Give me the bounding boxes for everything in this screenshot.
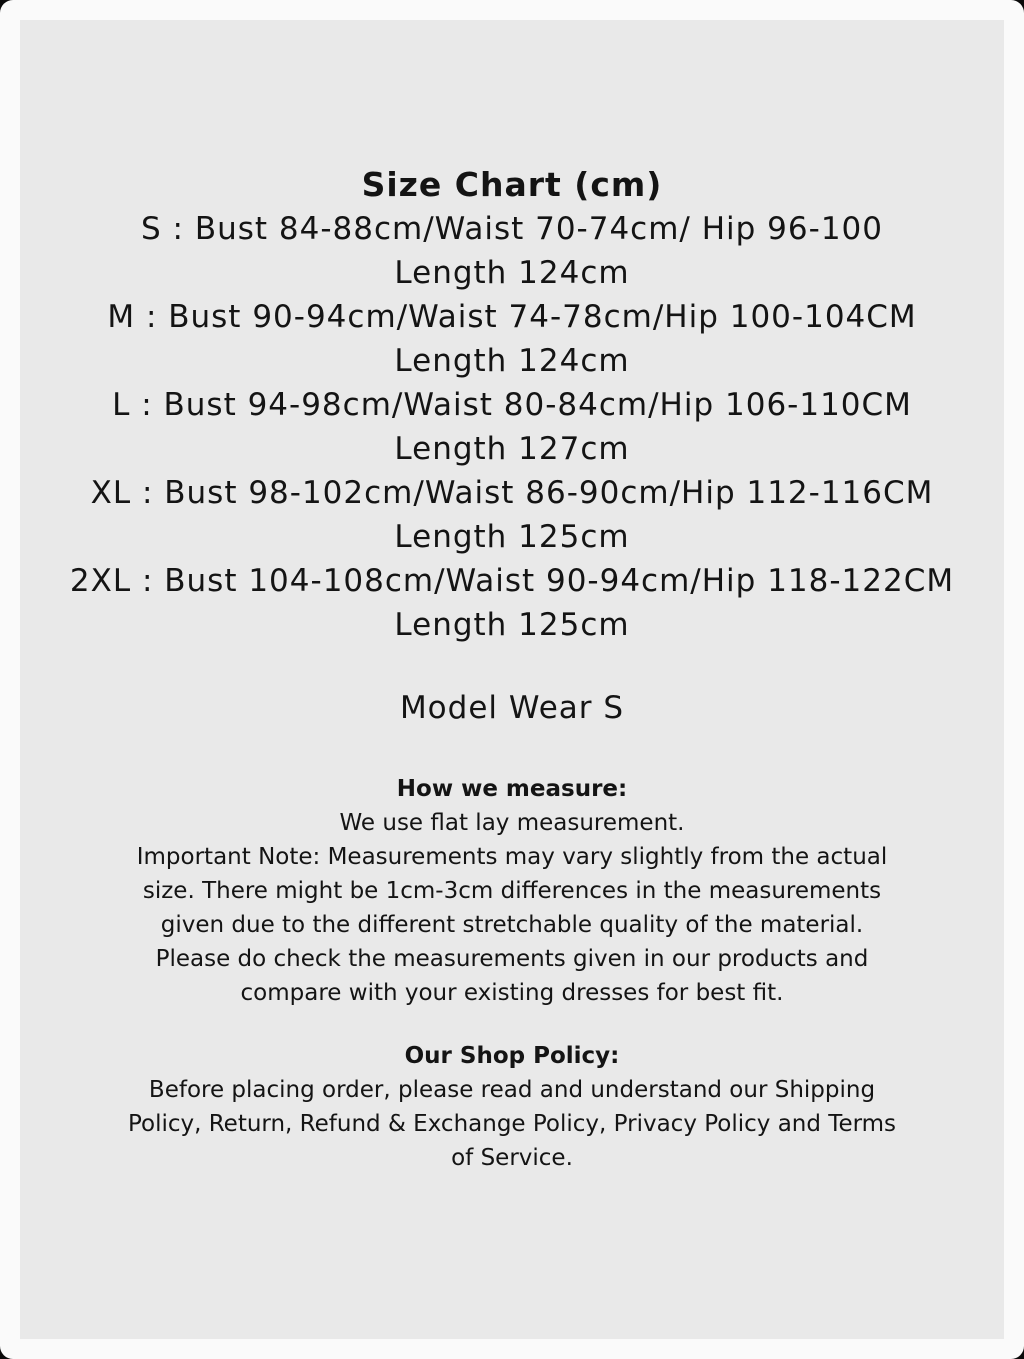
how-we-measure-section (20, 772, 1004, 1010)
size-row-l-specs: L : Bust 94-98cm/Waist 80-84cm/Hip 106-110CM (112, 387, 912, 423)
size-row-m-specs: M : Bust 90-94cm/Waist 74-78cm/Hip 100-104CM (107, 299, 917, 335)
size-row-xl-specs: XL : Bust 98-102cm/Waist 86-90cm/Hip 112-116CM (90, 475, 934, 511)
size-row-s-specs: S : Bust 84-88cm/Waist 70-74cm/ Hip 96-100 (141, 211, 883, 247)
shop-policy-line-2: Policy, Return, Refund & Exchange Policy, Privacy Policy and Terms (127, 1111, 897, 1137)
size-row-l-length: Length 127cm (394, 431, 630, 467)
size-row-2xl-length: Length 125cm (394, 607, 630, 643)
how-we-measure-line-3: size. There might be 1cm-3cm differences in the measurements (142, 878, 882, 904)
size-chart-panel (20, 20, 1004, 1339)
size-chart-title: Size Chart (cm) (361, 165, 663, 204)
shop-policy-line-1: Before placing order, please read and understand our Shipping (148, 1077, 876, 1103)
shop-policy-section (20, 1039, 1004, 1175)
how-we-measure-line-4: given due to the different stretchable quality of the material. (160, 912, 864, 938)
shop-policy-line-3: of Service. (451, 1145, 573, 1171)
shop-policy-heading: Our Shop Policy: (404, 1043, 620, 1069)
size-row-2xl-specs: 2XL : Bust 104-108cm/Waist 90-94cm/Hip 118-122CM (69, 563, 955, 599)
how-we-measure-line-1: We use flat lay measurement. (339, 810, 685, 836)
size-row-m-length: Length 124cm (394, 343, 630, 379)
size-row-xl-length: Length 125cm (394, 519, 630, 555)
how-we-measure-heading: How we measure: (396, 776, 628, 802)
how-we-measure-line-6: compare with your existing dresses for best fit. (240, 980, 784, 1006)
size-row-s-length: Length 124cm (394, 255, 630, 291)
how-we-measure-line-2: Important Note: Measurements may vary slightly from the actual (136, 844, 888, 870)
how-we-measure-line-5: Please do check the measurements given in our products and (155, 946, 869, 972)
model-wear-note: Model Wear S (399, 690, 625, 726)
